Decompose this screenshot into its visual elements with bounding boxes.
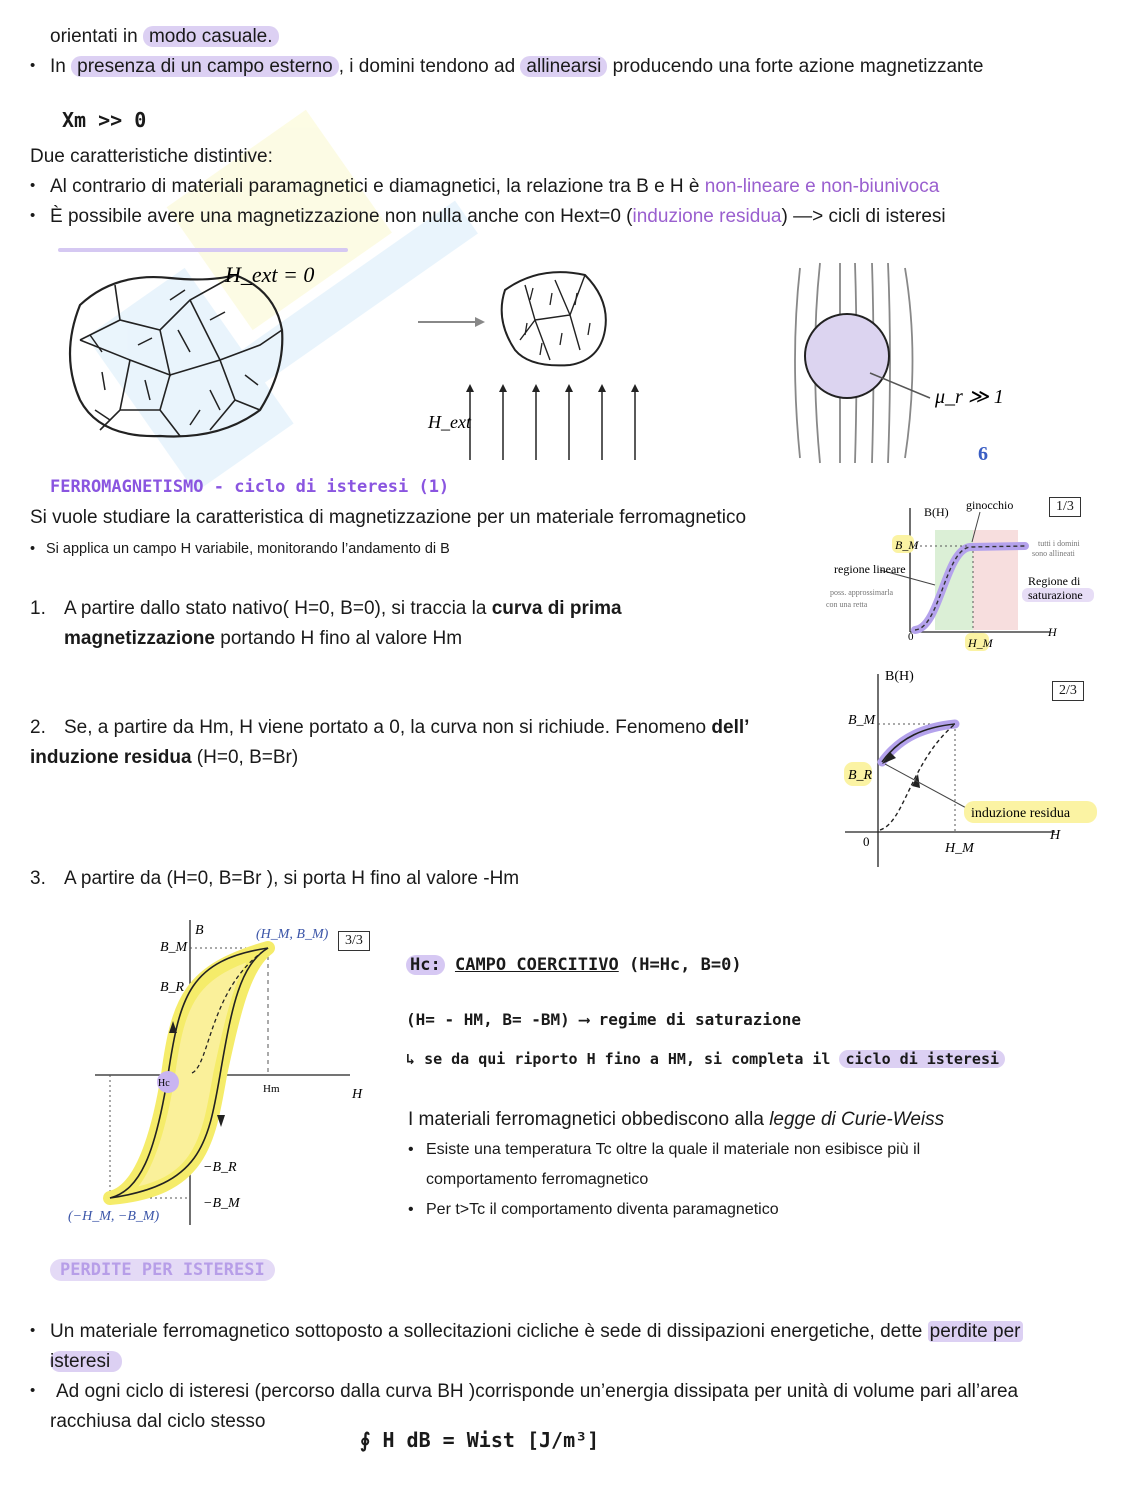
highlight-ciclo-isteresi: ciclo di isteresi	[839, 1050, 1005, 1068]
domains-aligned-figure	[410, 260, 650, 465]
bold-text: magnetizzazione	[64, 628, 215, 649]
chart1-box: 1/3	[1049, 497, 1081, 517]
domains-random-figure	[60, 260, 330, 440]
purple-text-non-lineare: non-lineare e non-biunivoca	[704, 176, 940, 197]
bullet-dot: •	[408, 1141, 414, 1158]
bold-text: dell’	[711, 717, 750, 738]
chart-hysteresis-loop	[60, 915, 390, 1230]
text-segment: (H= - HM, B= -BM)	[406, 1010, 570, 1029]
bullet-dot: •	[30, 57, 36, 74]
step-3-number: 3.	[30, 868, 46, 889]
decorative-rule	[58, 248, 348, 252]
bold-text: induzione residua	[30, 747, 192, 768]
chart2-bm-label: B_M	[848, 713, 876, 728]
features-title: Due caratteristiche distintive:	[30, 146, 273, 167]
feature-1	[50, 172, 939, 202]
highlight-isteresi: isteresi	[50, 1351, 122, 1372]
highlight-modo-casuale: modo casuale.	[143, 26, 279, 47]
text-segment: producendo una forte azione magnetizzante	[607, 56, 984, 77]
handwritten-formula-wist: ∮ H dB = Wist [J/m³]	[360, 1428, 600, 1452]
chart3-b-label: B	[195, 923, 204, 938]
losses-bullet-1-line-2	[50, 1347, 122, 1377]
chart2-h-label: H	[1050, 828, 1061, 843]
residual-induction-label: induzione residua	[971, 806, 1071, 821]
bullet-dot: •	[408, 1201, 414, 1218]
purple-text-induzione-residua: induzione residua	[632, 206, 782, 227]
saturation-label-1: Regione di	[1028, 574, 1081, 588]
losses-bullet-2-line-2: racchiusa dal ciclo stesso	[50, 1411, 266, 1432]
note-domini: tutti i domini	[1038, 539, 1080, 548]
text-segment: portando H fino al valore Hm	[214, 628, 463, 649]
feature-2	[50, 202, 946, 232]
chart3-neg-br-label: −B_R	[203, 1160, 237, 1175]
bullet-dot: •	[30, 1382, 36, 1399]
chart1-zero-label: 0	[908, 631, 914, 643]
chart3-box: 3/3	[338, 931, 370, 951]
section1-sub: Si applica un campo H variabile, monitorando l’andamento di B	[46, 541, 450, 557]
page-number: 6	[978, 443, 988, 465]
bullet-dot: •	[30, 541, 36, 557]
step-2-line-2	[30, 743, 298, 773]
chart3-hm-label: Hm	[263, 1083, 280, 1095]
chart1-bm-label: B_M	[895, 538, 919, 552]
note-retta: con una retta	[826, 600, 868, 609]
chart3-bm-label: B_M	[160, 940, 188, 955]
text-segment: Al contrario di materiali paramagnetici e diamagnetici, la relazione tra B e H è	[50, 176, 705, 197]
text-segment: ) —> cicli di isteresi	[781, 206, 946, 227]
note-allineati: sono allineati	[1032, 549, 1075, 558]
chart2-hm-label: H_M	[945, 841, 974, 856]
note-approx: poss. approssimarla	[830, 588, 894, 597]
loop-note: ↳ se da qui riporto H fino a HM, si completa il ciclo di isteresi	[406, 1050, 1005, 1068]
text-segment: Un materiale ferromagnetico sottoposto a sollecitazioni cicliche è sede di dissipazioni energetiche, dette	[50, 1321, 928, 1342]
curie-bullet-1-line-2: comportamento ferromagnetico	[426, 1171, 649, 1188]
hext-label: H_ext	[428, 412, 471, 432]
chart3-hc-label: Hc	[158, 1078, 170, 1089]
hext-zero-label: H_ext = 0	[225, 262, 315, 287]
text-segment: I materiali ferromagnetici obbediscono alla	[408, 1109, 770, 1130]
chart3-h-label: H	[352, 1087, 363, 1102]
step-2-number: 2.	[30, 717, 46, 738]
intro-line-1-text: orientati in	[50, 26, 143, 47]
linear-region-label: regione lineare	[834, 562, 906, 576]
bullet-dot: •	[30, 207, 36, 224]
text-segment: A partire dallo stato nativo( H=0, B=0), si traccia la	[64, 598, 492, 619]
curie-weiss-title	[408, 1105, 944, 1135]
step-1-line-2	[64, 624, 462, 654]
handwritten-formula-xm: Xm >> 0	[62, 108, 147, 132]
step-3-text: A partire da (H=0, B=Br ), si porta H fino al valore -Hm	[64, 868, 520, 889]
chart1-h-label: H	[1048, 625, 1057, 639]
highlight-perdite-per: perdite per	[929, 1321, 1021, 1342]
bullet-dot: •	[30, 177, 36, 194]
step-1-line-1	[64, 594, 622, 624]
hc-condition: (H=Hc, B=0)	[628, 955, 742, 975]
text-segment: (H=0, B=Br)	[191, 747, 299, 768]
mu-r-label: μ_r ≫ 1	[935, 386, 1004, 408]
text-segment: È possibile avere una magnetizzazione non nulla anche con Hext=0 (	[50, 206, 633, 227]
knee-label: ginocchio	[966, 498, 1014, 512]
section1-lead: Si vuole studiare la caratteristica di magnetizzazione per un materiale ferromagnetico	[30, 507, 747, 528]
step-1-number: 1.	[30, 598, 46, 619]
chart2-br-label: B_R	[848, 768, 873, 783]
text-segment: In	[50, 56, 72, 77]
field-lines-figure	[780, 258, 1030, 468]
intro-bullet-1	[50, 52, 983, 82]
text-segment: , i domini tendono ad	[338, 56, 521, 77]
section-title-perdite: PERDITE PER ISTERESI	[50, 1259, 275, 1281]
chart3-bottom-point-label: (−H_M, −B_M)	[68, 1209, 160, 1224]
intro-line-1	[50, 22, 279, 52]
chart2-zero-label: 0	[863, 834, 870, 849]
step-2-line-1	[64, 713, 749, 743]
italic-text: legge di Curie-Weiss	[769, 1109, 945, 1130]
hc-note	[406, 955, 742, 975]
chart1-ylabel: B(H)	[924, 505, 949, 519]
text-segment: se da qui riporto H fino a HM, si completa il	[424, 1050, 831, 1068]
losses-bullet-2-line-1: Ad ogni ciclo di isteresi (percorso dalla curva BH )corrisponde un’energia dissipata per unità di volume pari all’area	[56, 1381, 1019, 1402]
bullet-dot: •	[30, 1322, 36, 1339]
losses-bullet-1-line-1	[50, 1317, 1023, 1347]
section-title-ciclo-isteresi: FERROMAGNETISMO - ciclo di isteresi (1)	[50, 477, 450, 497]
chart2-ylabel: B(H)	[885, 669, 914, 684]
curie-bullet-1-line-1: Esiste una temperatura Tc oltre la quale il materiale non esibisce più il	[426, 1141, 921, 1158]
chart3-neg-bm-label: −B_M	[203, 1196, 240, 1211]
saturation-note: (H= - HM, B= -BM) ⟶ regime di saturazione	[406, 1010, 801, 1029]
campo-coercitivo-text: CAMPO COERCITIVO	[454, 955, 619, 975]
highlight-allinearsi: allinearsi	[520, 56, 607, 77]
hc-highlight: Hc:	[406, 955, 445, 975]
text-segment: Se, a partire da Hm, H viene portato a 0, la curva non si richiude. Fenomeno	[64, 717, 712, 738]
chart2-box: 2/3	[1052, 681, 1084, 701]
chart1-hm-label: H_M	[968, 636, 993, 650]
chart3-top-point-label: (H_M, B_M)	[256, 927, 329, 942]
text-segment: regime di saturazione	[598, 1010, 801, 1029]
curie-bullet-2: Per t>Tc il comportamento diventa paramagnetico	[426, 1201, 779, 1218]
chart3-br-label: B_R	[160, 980, 185, 995]
saturation-label-2: saturazione	[1028, 588, 1083, 602]
highlight-campo-esterno: presenza di un campo esterno	[71, 56, 339, 77]
bold-text: curva di prima	[491, 598, 622, 619]
